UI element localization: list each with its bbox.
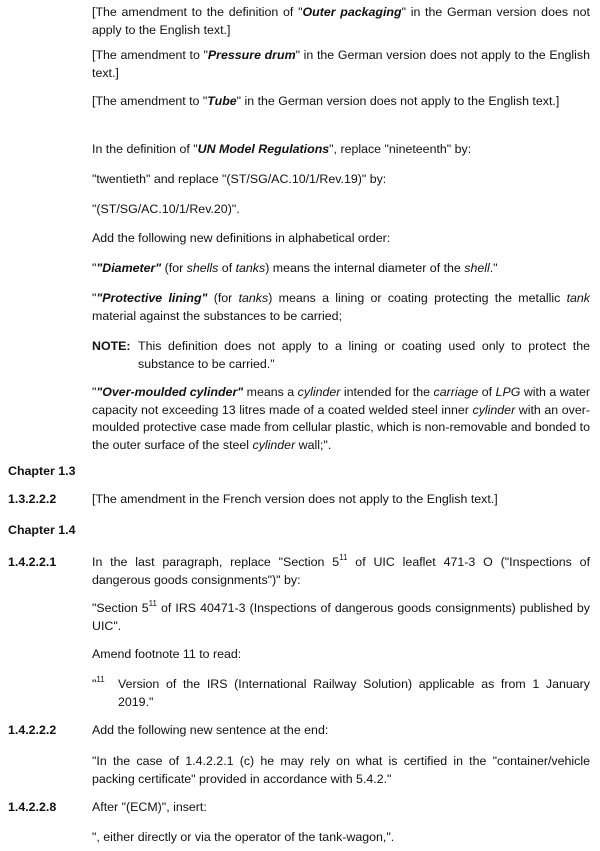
item-number-1-4-2-2-2: 1.4.2.2.2 bbox=[8, 723, 57, 737]
amend-footnote: Amend footnote 11 to read: bbox=[92, 647, 242, 661]
item-text-1-4-2-2-1: In the last paragraph, replace "Section $5^{11}$ of UIC leaflet 471-3 O ("Inspections of dangerous goods consignments")" by: bbox=[92, 553, 591, 587]
footnote-marker: "$^{11}$ bbox=[92, 675, 105, 691]
para-outer-packaging: [The amendment to the definition of "Outer packaging" in the German version does not apply to the English text.] bbox=[92, 5, 590, 37]
item-number-1-4-2-2-8: 1.4.2.2.8 bbox=[8, 800, 57, 814]
para-twentieth: "twentieth" and replace "(ST/SG/AC.10/1/Rev.19)" by: bbox=[92, 172, 387, 186]
def-protective-lining: ""Protective lining" (for tanks) means a lining or coating protecting the metallic tank material against the substances to be carried; bbox=[92, 291, 590, 323]
para-tube: [The amendment to "Tube" in the German version does not apply to the English text.] bbox=[92, 94, 560, 108]
item-text-1-3-2-2-2: [The amendment in the French version does not apply to the English text.] bbox=[92, 492, 498, 506]
item-text-1-4-2-2-8: After "(ECM)", insert: bbox=[92, 800, 207, 814]
footnote-text: Version of the IRS (International Railway Solution) applicable as from 1 January 2019." bbox=[118, 677, 590, 709]
quote-section-5: "Section $5^{11}$ of IRS 40471-3 (Inspections of dangerous goods consignments) published by UIC". bbox=[92, 599, 591, 633]
para-un-model: In the definition of "UN Model Regulations", replace "nineteenth" by: bbox=[92, 142, 472, 156]
note-label: NOTE: bbox=[92, 339, 131, 353]
note-text: This definition does not apply to a lining or coating used only to protect the substance to be carried." bbox=[138, 339, 590, 371]
def-over-moulded-cylinder: ""Over-moulded cylinder" means a cylinder intended for the carriage of LPG with a water capacity not exceeding 13 litres made of a coated welded steel inner cylinder with an over-moulded protective case made from cellular plastic, which is non-removable and bonded to the outer surface of the steel cylinder wall;". bbox=[92, 385, 590, 452]
chapter-1-4-heading: Chapter 1.4 bbox=[8, 523, 76, 537]
para-pressure-drum: [The amendment to "Pressure drum" in the German version does not apply to the English text.] bbox=[92, 48, 590, 80]
quote-insert: ", either directly or via the operator of the tank-wagon,". bbox=[92, 830, 395, 844]
item-text-1-4-2-2-2: Add the following new sentence at the end: bbox=[92, 723, 329, 737]
quote-new-sentence: "In the case of 1.4.2.2.1 (c) he may rely on what is certified in the "container/vehicle packing certificate" provided in accordance with 5.4.2." bbox=[92, 754, 590, 786]
def-diameter: ""Diameter" (for shells of tanks) means the internal diameter of the shell." bbox=[92, 261, 498, 275]
para-rev20: "(ST/SG/AC.10/1/Rev.20)". bbox=[92, 202, 240, 216]
para-add-defs: Add the following new definitions in alphabetical order: bbox=[92, 231, 391, 245]
item-number-1-4-2-2-1: 1.4.2.2.1 bbox=[8, 555, 57, 569]
item-number-1-3-2-2-2: 1.3.2.2.2 bbox=[8, 492, 57, 506]
chapter-1-3-heading: Chapter 1.3 bbox=[8, 464, 76, 478]
